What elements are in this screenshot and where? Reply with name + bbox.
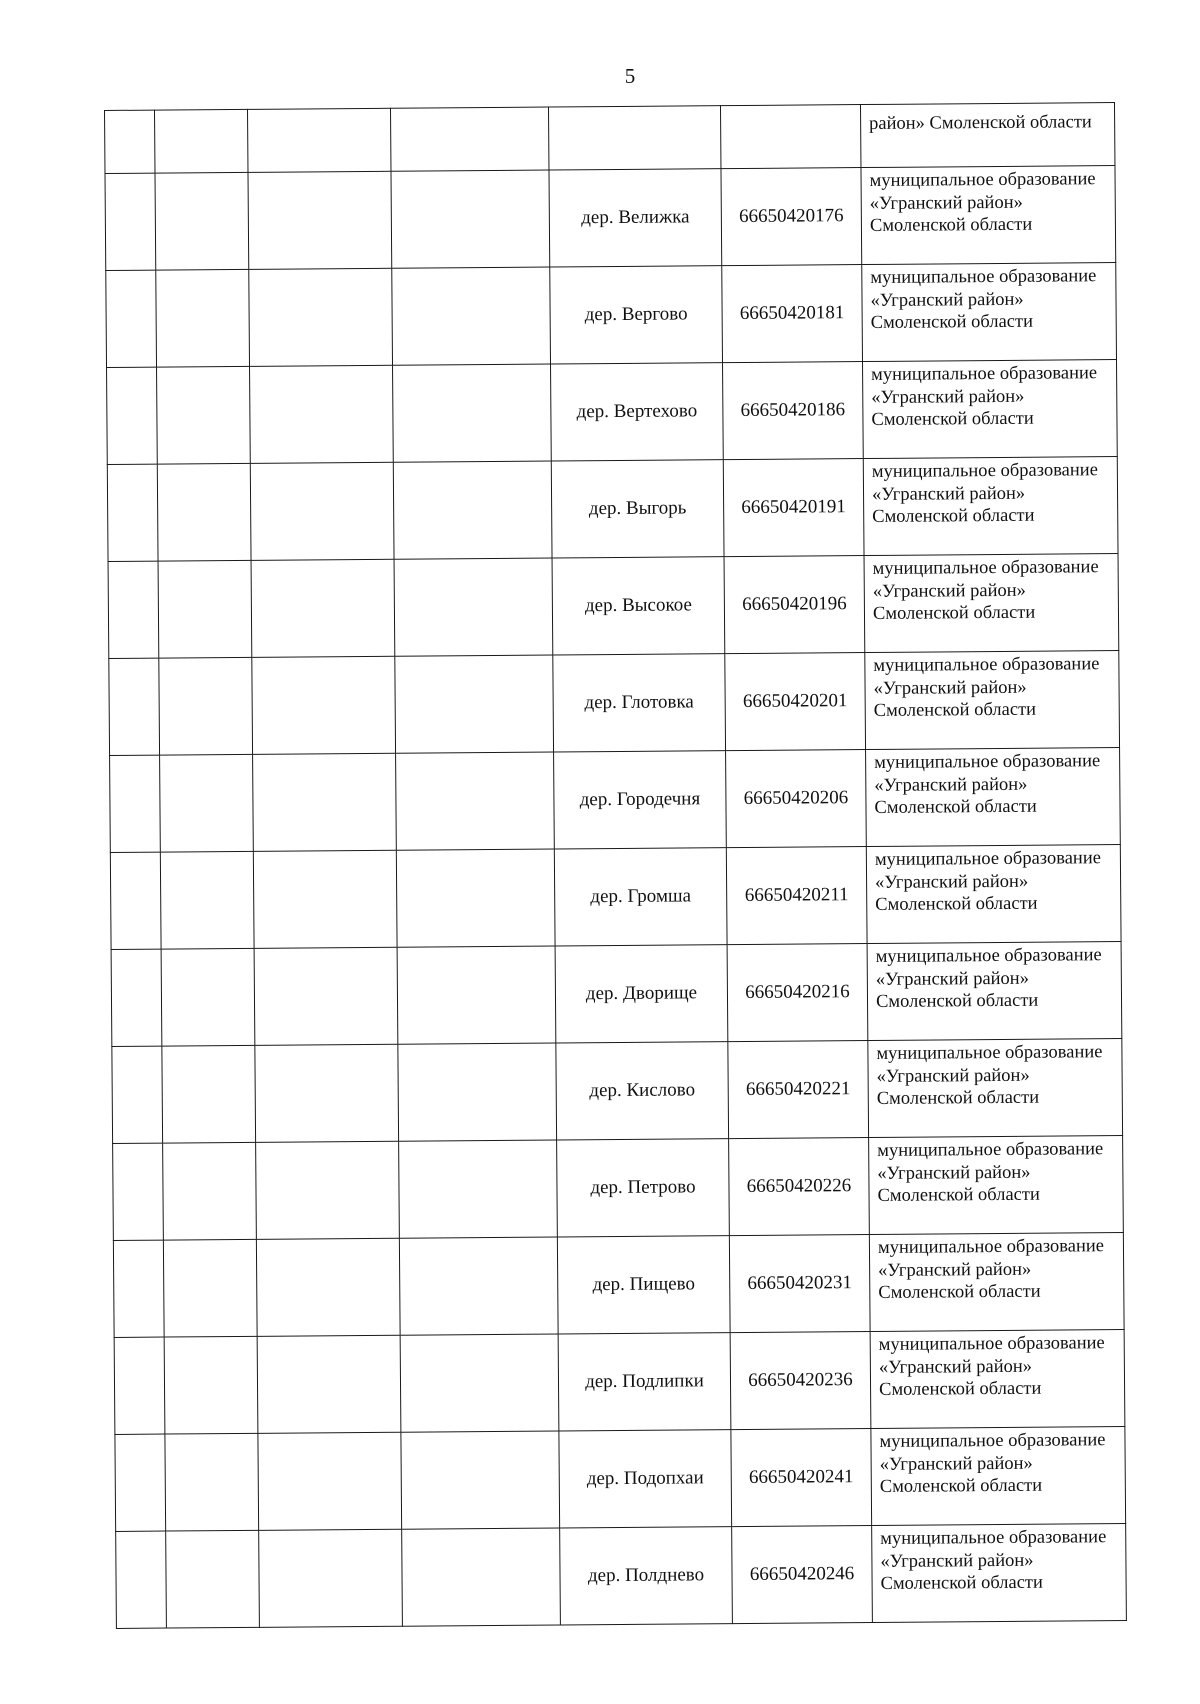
- empty-cell: [155, 172, 249, 270]
- empty-cell: [159, 657, 253, 755]
- oktmo-code-cell: 66650420181: [722, 265, 863, 363]
- table-row: [112, 1039, 1123, 1144]
- empty-cell: [107, 367, 158, 464]
- empty-cell: [257, 1335, 401, 1433]
- empty-cell: [399, 1237, 558, 1335]
- empty-cell: [107, 464, 158, 561]
- settlement-name-cell: дер. Вертехово: [551, 363, 724, 461]
- municipality-cell: муниципальное образование «Угранский район» Смоленской области: [863, 457, 1118, 556]
- empty-cell: [156, 269, 250, 367]
- empty-cell: [109, 658, 160, 755]
- settlement-name-cell: дер. Петрово: [557, 1139, 730, 1237]
- table-row: [107, 457, 1118, 562]
- municipality-cell: муниципальное образование «Угранский район» Смоленской области: [871, 1427, 1126, 1526]
- empty-cell: [158, 560, 252, 658]
- table-row: [111, 942, 1122, 1047]
- empty-cell: [392, 267, 551, 365]
- empty-cell: [400, 1334, 559, 1432]
- oktmo-code-cell: 66650420231: [729, 1235, 870, 1333]
- empty-cell: [397, 946, 556, 1044]
- empty-cell: [115, 1434, 166, 1531]
- table-row: [110, 845, 1121, 950]
- empty-cell: [391, 170, 550, 268]
- municipality-cell: муниципальное образование «Угранский район» Смоленской области: [862, 360, 1117, 459]
- settlement-name-cell: дер. Велижка: [549, 169, 722, 267]
- empty-cell: [166, 1530, 260, 1628]
- empty-cell: [401, 1431, 560, 1529]
- page-number: 5: [624, 64, 636, 88]
- empty-cell: [160, 851, 254, 949]
- empty-cell: [251, 559, 395, 657]
- table-row: [107, 360, 1118, 465]
- settlement-name-cell: дер. Подлипки: [558, 1333, 731, 1431]
- oktmo-code-cell: 66650420221: [728, 1041, 869, 1139]
- empty-cell: [110, 852, 161, 949]
- oktmo-code-cell: 66650420211: [726, 847, 867, 945]
- empty-cell: [162, 1045, 256, 1143]
- oktmo-code-cell: 66650420216: [727, 944, 868, 1042]
- empty-cell: [155, 109, 248, 173]
- empty-cell: [161, 948, 255, 1046]
- municipality-cell: район» Смоленской области: [860, 103, 1114, 168]
- oktmo-code-cell: 66650420206: [726, 750, 867, 848]
- oktmo-code-cell: 66650420226: [729, 1138, 870, 1236]
- table-row: [116, 1524, 1127, 1629]
- settlement-name-cell: дер. Пищево: [557, 1236, 730, 1334]
- settlement-name-cell: дер. Дворище: [555, 945, 728, 1043]
- empty-cell: [396, 849, 555, 947]
- table-row: [113, 1136, 1124, 1241]
- table-row: [105, 103, 1115, 174]
- empty-cell: [399, 1140, 558, 1238]
- settlement-name-cell: дер. Подопхаи: [559, 1430, 732, 1528]
- empty-cell: [157, 366, 251, 464]
- municipality-cell: муниципальное образование «Угранский район» Смоленской области: [869, 1233, 1124, 1332]
- empty-cell: [548, 106, 720, 170]
- municipality-cell: муниципальное образование «Угранский район» Смоленской области: [868, 1039, 1123, 1138]
- empty-cell: [163, 1239, 257, 1337]
- oktmo-code-cell: 66650420186: [723, 362, 864, 460]
- empty-cell: [108, 561, 159, 658]
- empty-cell: [394, 558, 553, 656]
- empty-cell: [250, 462, 394, 560]
- empty-cell: [393, 364, 552, 462]
- empty-cell: [395, 655, 554, 753]
- empty-cell: [253, 753, 397, 851]
- empty-cell: [165, 1433, 259, 1531]
- empty-cell: [255, 1044, 399, 1142]
- table-row: [110, 748, 1121, 853]
- oktmo-code-cell: 66650420176: [721, 168, 862, 266]
- table-row: [109, 651, 1120, 756]
- table-row: [105, 166, 1116, 271]
- settlement-name-cell: дер. Высокое: [552, 557, 725, 655]
- empty-cell: [105, 110, 155, 173]
- empty-cell: [256, 1238, 400, 1336]
- oktmo-code-cell: 66650420241: [731, 1429, 872, 1527]
- empty-cell: [157, 463, 251, 561]
- municipality-cell: муниципальное образование «Угранский район» Смоленской области: [864, 554, 1119, 653]
- empty-cell: [105, 173, 156, 270]
- settlement-name-cell: дер. Глотовка: [553, 654, 726, 752]
- empty-cell: [112, 1046, 163, 1143]
- settlement-name-cell: дер. Полднево: [560, 1527, 733, 1625]
- empty-cell: [163, 1142, 257, 1240]
- empty-cell: [393, 461, 552, 559]
- empty-cell: [398, 1043, 557, 1141]
- empty-cell: [111, 949, 162, 1046]
- empty-cell: [247, 108, 390, 172]
- settlement-name-cell: дер. Городечня: [554, 751, 727, 849]
- table-row: [114, 1330, 1125, 1435]
- empty-cell: [390, 107, 548, 171]
- oktmo-code-cell: 66650420246: [732, 1526, 873, 1624]
- municipality-cell: муниципальное образование «Угранский район» Смоленской области: [867, 942, 1122, 1041]
- oktmo-code-cell: 66650420196: [724, 556, 865, 654]
- empty-cell: [249, 268, 393, 366]
- empty-cell: [116, 1531, 167, 1628]
- empty-cell: [396, 752, 555, 850]
- municipality-cell: муниципальное образование «Угранский район» Смоленской области: [862, 263, 1117, 362]
- municipality-cell: муниципальное образование «Угранский район» Смоленской области: [865, 651, 1120, 750]
- empty-cell: [248, 171, 392, 269]
- settlement-name-cell: дер. Вергово: [550, 266, 723, 364]
- document-table-container: [104, 102, 1125, 1594]
- empty-cell: [160, 754, 254, 852]
- oktmo-code-cell: 66650420191: [723, 459, 864, 557]
- table-row: [115, 1427, 1126, 1532]
- settlement-name-cell: дер. Кислово: [556, 1042, 729, 1140]
- municipality-cell: муниципальное образование «Угранский район» Смоленской области: [872, 1524, 1127, 1623]
- empty-cell: [110, 755, 161, 852]
- settlement-name-cell: дер. Выгорь: [551, 460, 724, 558]
- municipality-cell: муниципальное образование «Угранский район» Смоленской области: [861, 166, 1116, 265]
- empty-cell: [252, 656, 396, 754]
- empty-cell: [259, 1529, 403, 1627]
- empty-cell: [254, 947, 398, 1045]
- table-row: [113, 1233, 1124, 1338]
- empty-cell: [164, 1336, 258, 1434]
- settlements-table: [104, 102, 1127, 1629]
- empty-cell: [253, 850, 397, 948]
- empty-cell: [113, 1143, 164, 1240]
- empty-cell: [113, 1240, 164, 1337]
- empty-cell: [114, 1337, 165, 1434]
- empty-cell: [258, 1432, 402, 1530]
- municipality-cell: муниципальное образование «Угранский район» Смоленской области: [866, 748, 1121, 847]
- table-row: [106, 263, 1117, 368]
- settlement-name-cell: дер. Громша: [554, 848, 727, 946]
- empty-cell: [250, 365, 394, 463]
- oktmo-code-cell: 66650420201: [725, 653, 866, 751]
- empty-cell: [256, 1141, 400, 1239]
- empty-cell: [720, 105, 860, 169]
- oktmo-code-cell: 66650420236: [730, 1332, 871, 1430]
- empty-cell: [106, 270, 157, 367]
- empty-cell: [402, 1528, 561, 1626]
- municipality-cell: муниципальное образование «Угранский район» Смоленской области: [869, 1136, 1124, 1235]
- municipality-cell: муниципальное образование «Угранский район» Смоленской области: [866, 845, 1121, 944]
- table-row: [108, 554, 1119, 659]
- municipality-cell: муниципальное образование «Угранский район» Смоленской области: [870, 1330, 1125, 1429]
